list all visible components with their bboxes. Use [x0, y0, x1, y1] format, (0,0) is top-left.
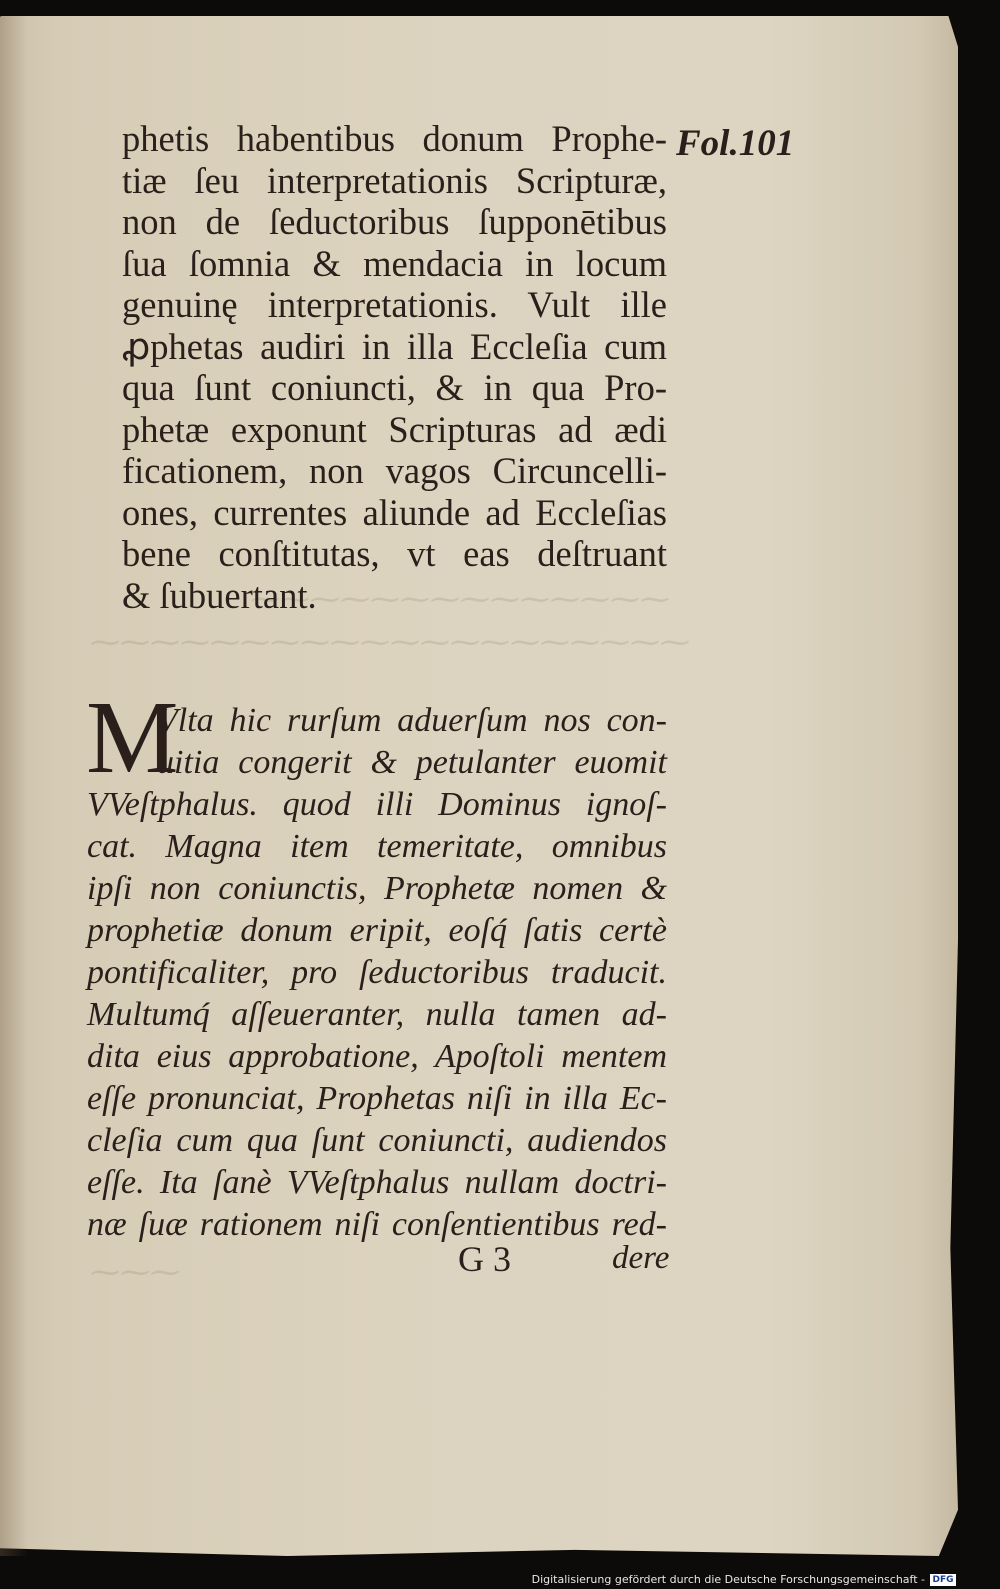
italic-text-block: [87, 700, 667, 1246]
text-line: phetæ exponunt Scripturas ad ædi: [122, 408, 667, 450]
digitization-footer: [532, 1573, 956, 1586]
signature-mark: G 3: [458, 1239, 511, 1279]
text-line: eſſe pronunciat, Prophetas niſi in illa Ec-: [87, 1080, 667, 1117]
show-through-decoration: ⁓⁓⁓⁓⁓⁓⁓⁓⁓⁓⁓⁓⁓⁓⁓⁓⁓⁓⁓⁓: [90, 626, 690, 659]
text-line: ſua ſomnia & mendacia in locum: [122, 242, 667, 284]
text-line: bene conſtitutas, vt eas deſtruant: [122, 533, 667, 574]
footer-credit-text: Digitalisierung gefördert durch die Deutsche Forschungsgemeinschaft -: [531, 1573, 925, 1586]
text-line: non de ſeductoribus ſupponētibus: [122, 201, 667, 242]
text-line: ones, currentes aliunde ad Eccleſias: [122, 491, 667, 533]
text-line: Vlta hic rurſum aduerſum nos con-: [157, 702, 667, 739]
page-gutter-shadow: [0, 16, 28, 1556]
text-line: tiæ ſeu interpretationis Scripturæ,: [122, 159, 667, 201]
text-line: genuinę interpretationis. Vult ille: [122, 284, 667, 325]
show-through-decoration: ⁓⁓⁓: [90, 1256, 180, 1289]
text-line: eſſe. Ita ſanè VVeſtphalus nullam doctri-: [87, 1164, 667, 1201]
text-line: cleſia cum qua ſunt coniuncti, audiendos: [87, 1122, 667, 1159]
roman-text-block: [122, 118, 667, 616]
text-line: VVeſtphalus. quod illi Dominus ignoſ-: [87, 786, 667, 823]
drop-cap: M: [86, 680, 179, 795]
text-line: uitia congerit & petulanter euomit: [157, 744, 667, 781]
text-line: cat. Magna item temeritate, omnibus: [87, 828, 667, 865]
text-line: qua ſunt coniuncti, & in qua Pro-: [122, 367, 667, 408]
text-line: ipſi non coniunctis, Prophetæ nomen &: [87, 870, 667, 907]
text-line: næ ſuæ rationem niſi conſentientibus red-: [87, 1206, 667, 1243]
text-line: Multumq́ aſſeueranter, nulla tamen ad-: [87, 996, 667, 1033]
text-line: ficationem, non vagos Circuncelli-: [122, 450, 667, 491]
text-line: prophetiæ donum eripit, eoſq́ ſatis certè: [87, 912, 667, 949]
text-line: dita eius approbatione, Apoſtoli mentem: [87, 1038, 667, 1075]
text-line: ꝓphetas audiri in illa Eccleſia cum: [122, 325, 667, 367]
dfg-logo-icon: DFG: [930, 1574, 956, 1586]
text-line: & ſubuertant.: [122, 574, 317, 616]
show-through-decoration: ⁓⁓⁓⁓⁓⁓⁓⁓⁓⁓⁓⁓⁓⁓: [250, 583, 670, 616]
text-line: pontificaliter, pro ſeductoribus traducit.: [87, 954, 667, 991]
folio-number: Fol.101: [676, 123, 795, 164]
text-line: phetis habentibus donum Prophe-: [122, 118, 667, 159]
catchword: dere: [612, 1240, 670, 1276]
